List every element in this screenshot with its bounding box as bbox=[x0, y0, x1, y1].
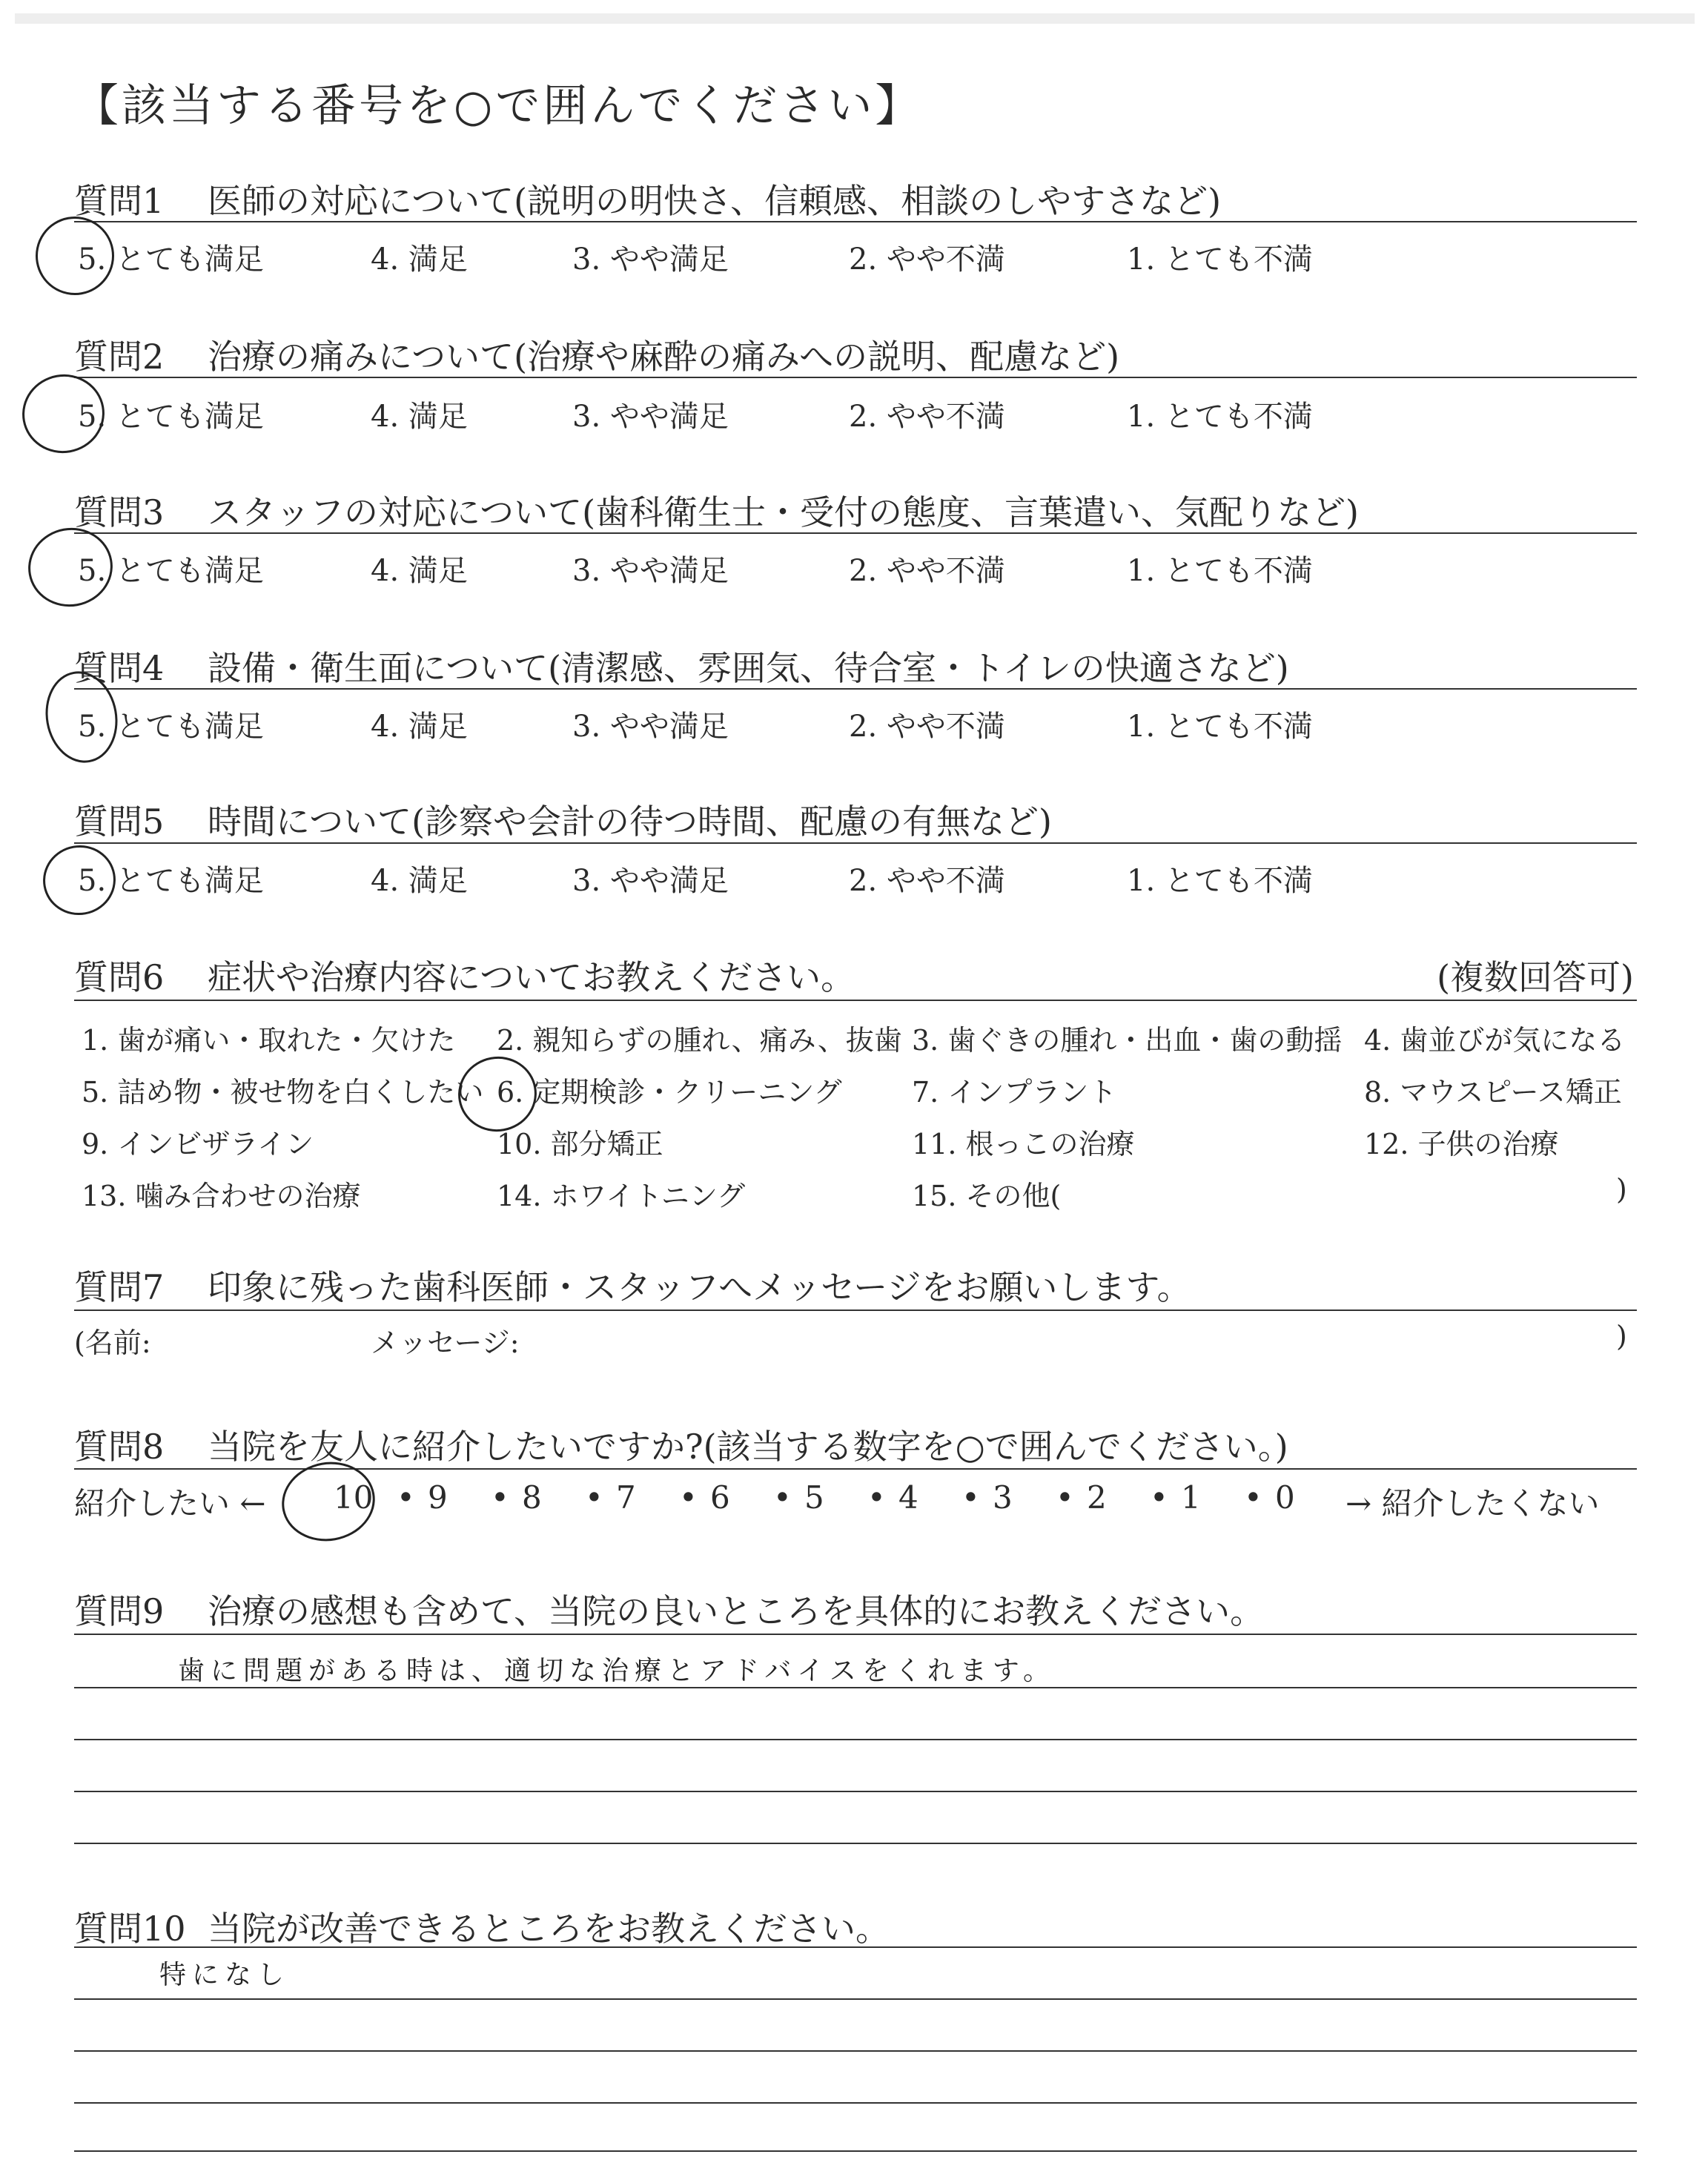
question-text: 印象に残った歯科医師・スタッフへメッセージをお願いします。 bbox=[208, 1267, 1191, 1307]
option-3[interactable]: 3. やや満足 bbox=[572, 554, 729, 588]
scale-value[interactable]: 1 bbox=[1181, 1479, 1201, 1516]
answer-line bbox=[74, 2150, 1637, 2152]
option-5[interactable]: 5. とても満足 bbox=[78, 554, 264, 588]
question-4 bbox=[74, 641, 1289, 690]
closing-paren: ) bbox=[1616, 1173, 1627, 1206]
question-number: 質問4 bbox=[74, 648, 165, 688]
scale-value[interactable]: 7 bbox=[616, 1479, 636, 1516]
answer-line bbox=[74, 2050, 1637, 2052]
question-3 bbox=[74, 486, 1359, 535]
question-number: 質問1 bbox=[74, 181, 165, 221]
scale-value[interactable]: 3 bbox=[993, 1479, 1013, 1516]
scale-separator: • bbox=[585, 1479, 603, 1516]
question-9 bbox=[74, 1585, 1264, 1634]
question-6 bbox=[74, 951, 855, 1000]
option-2[interactable]: 2. やや不満 bbox=[849, 864, 1005, 898]
question-text: 設備・衛生面について(清潔感、雰囲気、待合室・トイレの快適さなど) bbox=[208, 648, 1289, 688]
option-4[interactable]: 4. 満足 bbox=[371, 242, 468, 277]
option-4[interactable]: 4. 満足 bbox=[371, 710, 468, 744]
recommend-label: 紹介したい ← bbox=[74, 1485, 266, 1522]
scale-value[interactable]: 0 bbox=[1275, 1479, 1295, 1516]
option-item[interactable]: 11. 根っこの治療 bbox=[912, 1128, 1135, 1160]
question-text: 医師の対応について(説明の明快さ、信頼感、相談のしやすさなど) bbox=[208, 181, 1222, 221]
option-item[interactable]: 4. 歯並びが気になる bbox=[1364, 1024, 1626, 1057]
option-2[interactable]: 2. やや不満 bbox=[849, 242, 1005, 277]
option-1[interactable]: 1. とても不満 bbox=[1127, 710, 1313, 744]
option-item[interactable]: 12. 子供の治療 bbox=[1364, 1128, 1559, 1160]
scale-value[interactable]: 5 bbox=[804, 1479, 824, 1516]
answer-line bbox=[74, 1946, 1637, 1948]
question-rule bbox=[74, 377, 1637, 378]
question-number: 質問9 bbox=[74, 1591, 165, 1631]
scale-separator: • bbox=[397, 1479, 415, 1516]
option-item[interactable]: 6. 定期検診・クリーニング bbox=[497, 1076, 842, 1109]
page-top-edge bbox=[15, 13, 1695, 24]
question-rule bbox=[74, 221, 1637, 222]
scale-value[interactable]: 6 bbox=[710, 1479, 730, 1516]
option-item[interactable]: 2. 親知らずの腫れ、痛み、抜歯 bbox=[497, 1024, 902, 1057]
scale-separator: • bbox=[1244, 1479, 1262, 1516]
option-3[interactable]: 3. やや満足 bbox=[572, 400, 729, 434]
option-2[interactable]: 2. やや不満 bbox=[849, 710, 1005, 744]
option-3[interactable]: 3. やや満足 bbox=[572, 864, 729, 898]
scale-value[interactable]: 10 bbox=[334, 1479, 374, 1516]
option-item[interactable]: 14. ホワイトニング bbox=[497, 1180, 746, 1212]
option-item[interactable]: 7. インプラント bbox=[912, 1076, 1117, 1109]
selection-circle bbox=[22, 521, 119, 613]
selection-circle bbox=[38, 839, 122, 921]
option-1: 1. とても不満 bbox=[1127, 242, 1313, 277]
option-5[interactable]: 5. とても満足 bbox=[78, 710, 264, 744]
option-5[interactable]: 5. とても満足 bbox=[78, 864, 264, 898]
question-text: 当院を友人に紹介したいですか?(該当する数字を○で囲んでください。) bbox=[208, 1427, 1288, 1467]
page-title: 【該当する番号を○で囲んでください】 bbox=[74, 80, 923, 132]
answer-line bbox=[74, 1739, 1637, 1740]
question-10 bbox=[74, 1902, 890, 1951]
name-label: (名前: bbox=[74, 1327, 151, 1359]
option-item[interactable]: 15. その他( bbox=[912, 1180, 1062, 1212]
option-item[interactable]: 5. 詰め物・被せ物を白くしたい bbox=[82, 1076, 484, 1109]
handwritten-answer[interactable]: 特になし bbox=[159, 1960, 291, 1990]
question-rule bbox=[74, 1000, 1637, 1001]
option-item[interactable]: 9. インビザライン bbox=[82, 1128, 314, 1160]
question-rule bbox=[74, 1309, 1637, 1311]
question-number: 質問7 bbox=[74, 1267, 165, 1307]
option-4[interactable]: 4. 満足 bbox=[371, 400, 468, 434]
question-text: 治療の感想も含めて、当院の良いところを具体的にお教えください。 bbox=[208, 1591, 1265, 1631]
answer-line bbox=[74, 2102, 1637, 2104]
question-text: 症状や治療内容についてお教えください。 bbox=[208, 957, 855, 997]
question-text: 治療の痛みについて(治療や麻酔の痛みへの説明、配慮など) bbox=[208, 337, 1120, 377]
scale-value[interactable]: 8 bbox=[522, 1479, 542, 1516]
question-rule bbox=[74, 688, 1637, 690]
question-rule bbox=[74, 532, 1637, 534]
question-8 bbox=[74, 1420, 1288, 1469]
handwritten-answer[interactable]: 歯に問題がある時は、適切な治療とアドバイスをくれます。 bbox=[178, 1656, 1056, 1686]
question-7 bbox=[74, 1261, 1191, 1309]
scale-separator: • bbox=[679, 1479, 698, 1516]
option-3[interactable]: 3. やや満足 bbox=[572, 242, 729, 277]
message-label: メッセージ: bbox=[371, 1327, 520, 1359]
scale-separator: • bbox=[1150, 1479, 1168, 1516]
scale-separator: • bbox=[867, 1479, 886, 1516]
option-1[interactable]: 1. とても不満 bbox=[1127, 400, 1313, 434]
question-rule bbox=[74, 842, 1637, 844]
option-item[interactable]: 8. マウスピース矯正 bbox=[1364, 1076, 1622, 1109]
option-item[interactable]: 1. 歯が痛い・取れた・欠けた bbox=[82, 1024, 456, 1057]
scale-separator: • bbox=[491, 1479, 509, 1516]
selection-circle bbox=[16, 368, 111, 460]
option-2[interactable]: 2. やや不満 bbox=[849, 400, 1005, 434]
option-4[interactable]: 4. 満足 bbox=[371, 864, 468, 898]
question-text: 時間について(診察や会計の待つ時間、配慮の有無など) bbox=[208, 802, 1052, 842]
option-5[interactable]: 5. とても満足 bbox=[78, 400, 264, 434]
scale-separator: • bbox=[961, 1479, 980, 1516]
scale-separator: • bbox=[1056, 1479, 1074, 1516]
question-1 bbox=[74, 174, 1221, 223]
multiple-answers-note: (複数回答可) bbox=[1437, 957, 1634, 997]
closing-paren: ) bbox=[1616, 1320, 1627, 1353]
scale-value[interactable]: 9 bbox=[428, 1479, 448, 1516]
answer-line bbox=[74, 1791, 1637, 1792]
option-4[interactable]: 4. 満足 bbox=[371, 554, 468, 588]
option-5[interactable]: 5. とても満足 bbox=[78, 242, 264, 277]
scale-value[interactable]: 2 bbox=[1087, 1479, 1107, 1516]
answer-line bbox=[74, 1998, 1637, 2000]
question-number: 質問2 bbox=[74, 337, 165, 377]
option-1[interactable]: 1. とても不満 bbox=[1127, 864, 1313, 898]
scale-value[interactable]: 4 bbox=[898, 1479, 918, 1516]
answer-line bbox=[74, 1843, 1637, 1844]
option-1[interactable]: 1. とても不満 bbox=[1127, 554, 1313, 588]
option-item[interactable]: 3. 歯ぐきの腫れ・出血・歯の動揺 bbox=[912, 1024, 1343, 1057]
option-2[interactable]: 2. やや不満 bbox=[849, 554, 1005, 588]
question-text: 当院が改善できるところをお教えください。 bbox=[208, 1909, 890, 1949]
answer-line bbox=[74, 1634, 1637, 1635]
scale-separator: • bbox=[773, 1479, 792, 1516]
selection-circle bbox=[30, 211, 121, 302]
option-item[interactable]: 13. 噛み合わせの治療 bbox=[82, 1180, 361, 1212]
not-recommend-label: → 紹介したくない bbox=[1345, 1485, 1600, 1522]
question-5 bbox=[74, 795, 1052, 844]
option-item[interactable]: 10. 部分矯正 bbox=[497, 1128, 663, 1160]
question-number: 質問5 bbox=[74, 802, 165, 842]
option-3[interactable]: 3. やや満足 bbox=[572, 710, 729, 744]
question-number: 質問3 bbox=[74, 492, 165, 532]
question-text: スタッフの対応について(歯科衛生士・受付の態度、言葉遣い、気配りなど) bbox=[208, 492, 1359, 532]
question-number: 質問6 bbox=[74, 957, 165, 997]
question-2 bbox=[74, 330, 1119, 379]
question-number: 質問8 bbox=[74, 1427, 165, 1467]
question-number: 質問10 bbox=[74, 1909, 186, 1949]
